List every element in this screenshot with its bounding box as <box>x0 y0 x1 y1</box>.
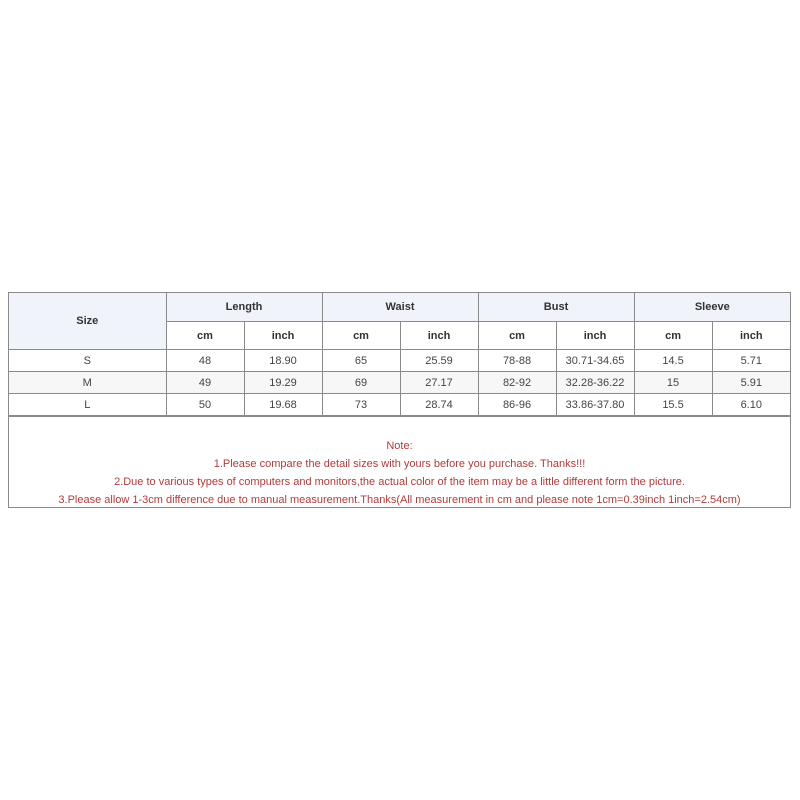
unit-header: cm <box>634 322 712 350</box>
notes-section <box>9 416 790 509</box>
table-cell: 19.29 <box>244 372 322 394</box>
unit-header: cm <box>166 322 244 350</box>
table-cell: 73 <box>322 394 400 416</box>
table-cell: 78-88 <box>478 350 556 372</box>
table-cell: 27.17 <box>400 372 478 394</box>
table-cell: 49 <box>166 372 244 394</box>
table-cell: 14.5 <box>634 350 712 372</box>
unit-header: cm <box>322 322 400 350</box>
table-cell: 15.5 <box>634 394 712 416</box>
bust-header: Bust <box>478 293 634 322</box>
note-title: Note: <box>386 440 413 452</box>
unit-header: inch <box>712 322 790 350</box>
table-row <box>9 372 790 394</box>
group-header-row <box>9 293 790 322</box>
table-cell: 48 <box>166 350 244 372</box>
table-cell: 30.71-34.65 <box>556 350 634 372</box>
sleeve-header: Sleeve <box>634 293 790 322</box>
table-cell: 18.90 <box>244 350 322 372</box>
table-row <box>9 394 790 416</box>
length-header: Length <box>166 293 322 322</box>
unit-header: cm <box>478 322 556 350</box>
table-cell: 32.28-36.22 <box>556 372 634 394</box>
size-table <box>9 293 790 416</box>
unit-header: inch <box>244 322 322 350</box>
table-cell: 19.68 <box>244 394 322 416</box>
unit-header: inch <box>556 322 634 350</box>
table-cell: 65 <box>322 350 400 372</box>
size-cell: M <box>9 372 166 394</box>
waist-header: Waist <box>322 293 478 322</box>
table-cell: 33.86-37.80 <box>556 394 634 416</box>
table-cell: 25.59 <box>400 350 478 372</box>
table-row <box>9 350 790 372</box>
table-cell: 5.91 <box>712 372 790 394</box>
table-cell: 82-92 <box>478 372 556 394</box>
note-line: 3.Please allow 1-3cm difference due to manual measurement.Thanks(All measurement in cm and please note 1cm=0.39inch 1inch=2.54cm) <box>58 494 741 506</box>
note-line: 2.Due to various types of computers and monitors,the actual color of the item may be a little different form the picture. <box>114 476 685 488</box>
table-cell: 6.10 <box>712 394 790 416</box>
note-line: 1.Please compare the detail sizes with yours before you purchase. Thanks!!! <box>213 458 586 470</box>
table-cell: 86-96 <box>478 394 556 416</box>
table-cell: 50 <box>166 394 244 416</box>
table-cell: 5.71 <box>712 350 790 372</box>
size-header: Size <box>9 293 166 350</box>
table-cell: 28.74 <box>400 394 478 416</box>
size-chart <box>8 292 791 508</box>
unit-header: inch <box>400 322 478 350</box>
size-cell: S <box>9 350 166 372</box>
size-cell: L <box>9 394 166 416</box>
table-cell: 69 <box>322 372 400 394</box>
table-cell: 15 <box>634 372 712 394</box>
